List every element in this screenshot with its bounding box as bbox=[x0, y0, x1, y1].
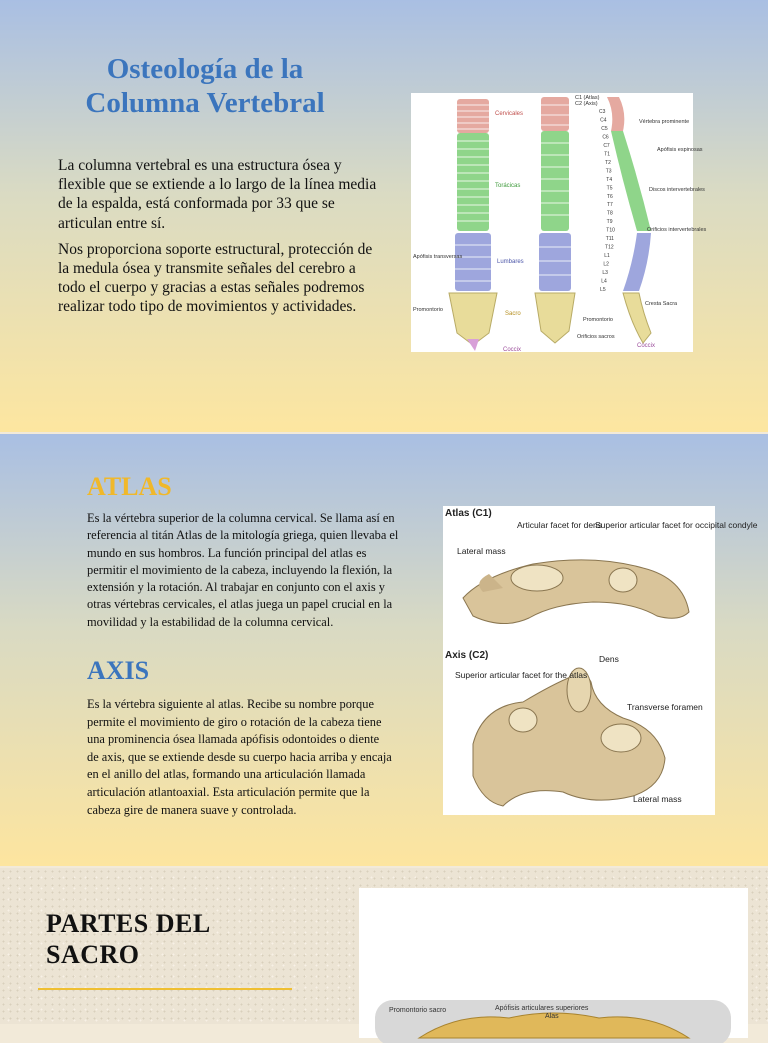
vertebra-level-label: T11 bbox=[605, 236, 614, 243]
vertebra-level-label: T8 bbox=[606, 210, 613, 217]
vertebra-level-label: T9 bbox=[606, 219, 613, 226]
slide-body bbox=[58, 156, 378, 324]
label-lateral-mass: Lateral mass bbox=[457, 546, 506, 556]
vertebra-level-label: L1 bbox=[604, 253, 610, 260]
sacro-heading bbox=[46, 908, 211, 970]
axis-bone bbox=[473, 668, 665, 806]
label-c2: C2 (Axis) bbox=[575, 101, 598, 107]
label-orificios-sacros: Orificios sacros bbox=[577, 334, 615, 340]
label-discos: Discos intervertebrales bbox=[649, 187, 705, 193]
vertebra-level-label: T7 bbox=[607, 202, 613, 209]
slide-title: Osteología de la Columna Vertebral bbox=[85, 53, 325, 119]
atlas-heading: ATLAS bbox=[87, 472, 172, 501]
label-coccix-2: Coccix bbox=[637, 343, 656, 349]
vertebra-level-label: T1 bbox=[604, 151, 611, 158]
sacro-heading-line1: PARTES DEL bbox=[46, 909, 211, 938]
vertebra-level-label: T5 bbox=[606, 185, 613, 192]
vertebra-level-label: T6 bbox=[606, 193, 613, 200]
spine-illustration bbox=[411, 93, 707, 353]
label-toracicas: Torácicas bbox=[495, 183, 521, 189]
paragraph-intro: La columna vertebral es una estructura ósea y flexible que se extiende a lo largo de la línea media de la espalda, está conformada por 33 que se articulan entre sí. bbox=[58, 157, 377, 232]
label-cervicales: Cervicales bbox=[495, 111, 524, 117]
label-promontorio: Promontorio bbox=[413, 307, 443, 313]
vertebra-level-label: L5 bbox=[600, 287, 606, 293]
label-superior-articular-atlas: Superior articular facet for the atlas bbox=[455, 670, 588, 680]
label-orificios-inter: Orificios intervertebrales bbox=[647, 227, 707, 233]
vertebra-level-label: C4 bbox=[600, 117, 607, 124]
label-alas: Alas bbox=[545, 1013, 559, 1020]
label-axis-c2: Axis (C2) bbox=[445, 650, 489, 661]
label-c1: C1 (Atlas) bbox=[575, 95, 600, 101]
vertebra-level-label: T10 bbox=[606, 227, 615, 234]
axis-description: Es la vértebra siguiente al atlas. Recibe su nombre porque permite el movimiento de giro o rotación de la cabeza tiene una prominencia ósea llamada apófisis odontoides o diente de axis, que se extiende desde su cuerpo hacia arriba y encaja en el anillo del atlas, formando una articulación llamada articulación atlantoaxial. Esta articulación permite que la cabeza gire de manera suave y controlada. bbox=[87, 697, 392, 817]
label-promontorio-2: Promontorio bbox=[583, 317, 613, 323]
label-lateral-mass-2: Lateral mass bbox=[633, 794, 682, 804]
vertebra-level-label: T4 bbox=[606, 176, 613, 183]
spine-front-view bbox=[449, 99, 497, 351]
sacro-illustration bbox=[359, 888, 748, 1038]
slide-partes-sacro bbox=[0, 868, 768, 1024]
heading-divider bbox=[38, 988, 292, 990]
slide-atlas-axis bbox=[0, 434, 768, 866]
vertebra-level-label: L4 bbox=[601, 278, 607, 285]
vertebra-level-label: C3 bbox=[599, 109, 606, 115]
label-promontorio-sacro: Promontorio sacro bbox=[389, 1007, 447, 1014]
sacro-heading-line2: SACRO bbox=[46, 940, 140, 969]
label-lumbares: Lumbares bbox=[497, 259, 524, 265]
vertebra-level-label: C5 bbox=[601, 126, 608, 132]
vertebra-level-label: L2 bbox=[603, 261, 609, 268]
paragraph-function: Nos proporciona soporte estructural, protección de la medula ósea y transmite señales del cerebro a todo el cuerpo y gracias a estas señales podremos realizar todo tipo de movimientos y actividades. bbox=[58, 240, 373, 316]
axis-heading: AXIS bbox=[87, 656, 150, 685]
label-apofisis-espinosas: Apófisis espinosas bbox=[657, 147, 703, 153]
atlas-bone bbox=[463, 560, 689, 624]
atlas-description: Es la vértebra superior de la columna cervical. Se llama así en referencia al titán Atlas de la mitología griega, quien llevaba el mundo en sus hombros. La función principal del atlas es permitir el movimiento de la cabeza, incluyendo la flexión, la extensión y la rotación. Al trabajar en conjunto con el axis y otras vértebras cervicales, el atlas juega un papel crucial en la movilidad y la estabilidad de la columna cervical. bbox=[87, 511, 399, 629]
vertebra-level-label: C7 bbox=[603, 142, 610, 149]
label-apofisis-articulares: Apófisis articulares superiores bbox=[495, 1005, 589, 1012]
vertebra-level-label: L3 bbox=[602, 270, 608, 276]
label-superior-articular-occ: Superior articular facet for occipital condyle bbox=[595, 520, 758, 530]
label-sacro: Sacro bbox=[505, 311, 521, 317]
label-vertebra-prominente: Vértebra prominente bbox=[639, 119, 690, 125]
label-dens: Dens bbox=[599, 654, 619, 664]
vertebra-level-label: C6 bbox=[602, 134, 609, 141]
label-atlas-c1: Atlas (C1) bbox=[445, 508, 492, 519]
label-articular-facet: Articular facet for dens bbox=[517, 520, 603, 530]
vertebra-level-label: T3 bbox=[605, 168, 612, 175]
label-transverse-foramen: Transverse foramen bbox=[627, 702, 703, 712]
slide-osteologia bbox=[0, 0, 768, 432]
spine-back-view bbox=[535, 97, 575, 343]
vertebra-level-label: T12 bbox=[605, 244, 614, 251]
vertebra-level-label: T2 bbox=[605, 159, 611, 166]
label-cresta-sacra: Cresta Sacra bbox=[645, 301, 678, 307]
label-apofisis-transversas: Apófisis transversas bbox=[413, 254, 463, 260]
atlas-axis-illustration bbox=[443, 506, 758, 815]
label-coccix: Coccix bbox=[503, 347, 522, 353]
